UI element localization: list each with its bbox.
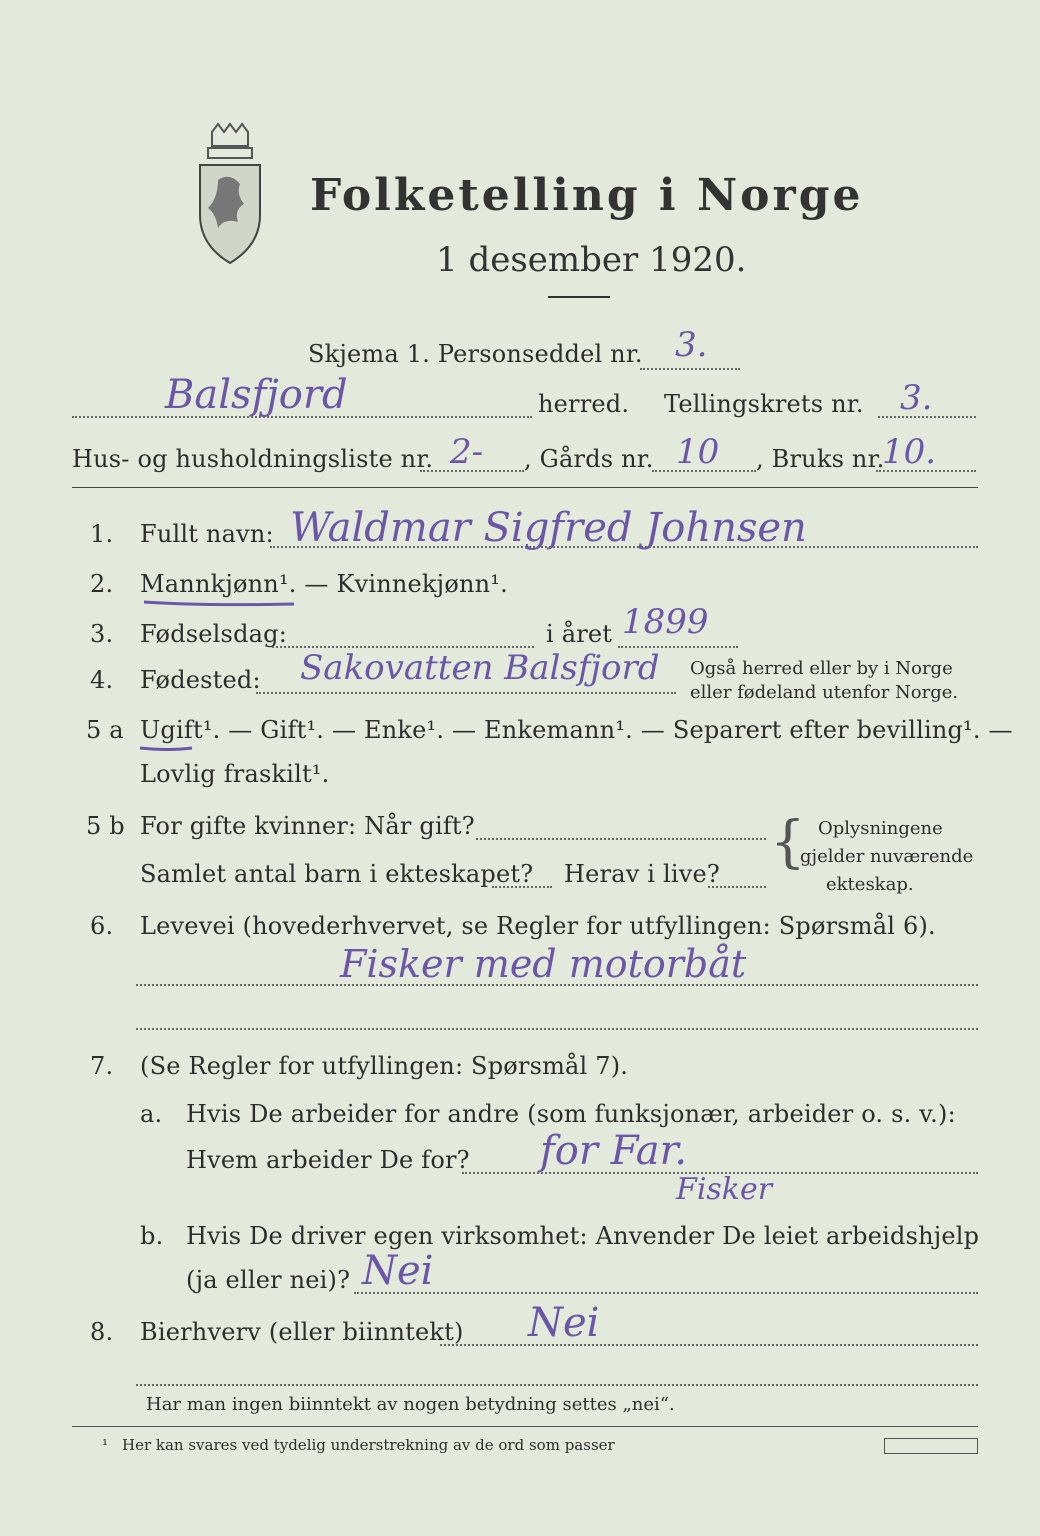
footnote: Her kan svares ved tydelig understrekning av de ord som passer xyxy=(122,1436,615,1454)
q7b-label: Hvis De driver egen virksomhet: Anvender De leiet arbeidshjelp xyxy=(186,1222,980,1250)
q7a-letter: a. xyxy=(140,1100,163,1128)
q6-label: Levevei (hovederhvervet, se Regler for utfyllingen: Spørsmål 6). xyxy=(140,912,936,940)
q8-number: 8. xyxy=(90,1318,114,1346)
schema-nr-answer: 3. xyxy=(675,325,708,365)
q4-label: Fødested: xyxy=(140,666,261,694)
divider xyxy=(548,296,610,298)
q8-label: Bierhverv (eller biinntekt) xyxy=(140,1318,464,1346)
bruks-answer: 10. xyxy=(882,432,937,472)
q5b-note-1: Oplysningene xyxy=(818,818,943,839)
q3-number: 3. xyxy=(90,620,114,648)
q1-answer: Waldmar Sigfred Johnsen xyxy=(290,505,807,551)
bruks-label: , Bruks nr. xyxy=(756,445,885,473)
q1-number: 1. xyxy=(90,520,114,548)
herred-label: herred. xyxy=(538,390,630,418)
footer-rule xyxy=(72,1426,978,1427)
tellingskrets-label: Tellingskrets nr. xyxy=(664,390,864,418)
ugift-underline xyxy=(138,742,198,754)
q3-label: Fødselsdag: xyxy=(140,620,287,648)
q7a-answer-2: Fisker xyxy=(676,1172,773,1207)
mannkjonn-underline xyxy=(140,596,300,610)
q3-year-label: i året xyxy=(546,620,613,648)
q5a-label: Ugift¹. — Gift¹. — Enke¹. — Enkemann¹. — Separert efter bevilling¹. — xyxy=(140,716,1013,744)
q5b-note-2: gjelder nuværende xyxy=(800,846,974,867)
q5b-number: 5 b xyxy=(86,812,125,840)
q5b-note-3: ekteskap. xyxy=(826,874,914,895)
q7a-label: Hvis De arbeider for andre (som funksjonær, arbeider o. s. v.): xyxy=(186,1100,956,1128)
q5a-label-2: Lovlig fraskilt¹. xyxy=(140,760,330,788)
q7b-answer: Nei xyxy=(362,1248,434,1294)
q7b-letter: b. xyxy=(140,1222,164,1250)
q7-label: (Se Regler for utfyllingen: Spørsmål 7). xyxy=(140,1052,629,1080)
q5a-number: 5 a xyxy=(86,716,124,744)
q7a-answer: for Far. xyxy=(540,1128,688,1174)
footnote-mark: ¹ xyxy=(102,1436,109,1454)
schema-label: Skjema 1. Personseddel nr. xyxy=(308,340,643,368)
q4-number: 4. xyxy=(90,666,114,694)
gards-answer: 10 xyxy=(676,432,720,472)
q2-number: 2. xyxy=(90,570,114,598)
tellingskrets-answer: 3. xyxy=(900,378,933,418)
herred-answer: Balsfjord xyxy=(165,372,348,418)
q5b-label-3: Herav i live? xyxy=(564,860,720,888)
q8-answer: Nei xyxy=(528,1300,600,1346)
header-rule xyxy=(72,487,978,488)
q5b-brace: { xyxy=(770,810,806,875)
printer-stamp xyxy=(884,1438,978,1454)
q7a-label-2: Hvem arbeider De for? xyxy=(186,1146,470,1174)
q4-note-1: Også herred eller by i Norge xyxy=(690,658,953,679)
census-date: 1 desember 1920. xyxy=(436,240,747,280)
q4-note-2: eller fødeland utenfor Norge. xyxy=(690,682,959,703)
q1-label: Fullt navn: xyxy=(140,520,274,548)
gards-label: , Gårds nr. xyxy=(524,445,654,473)
q7-number: 7. xyxy=(90,1052,114,1080)
q6-answer: Fisker med motorbåt xyxy=(340,942,747,986)
hus-label: Hus- og husholdningsliste nr. xyxy=(72,445,434,473)
form-title: Folketelling i Norge xyxy=(310,170,864,221)
coat-of-arms-icon xyxy=(190,120,270,270)
q5b-label-2: Samlet antal barn i ekteskapet? xyxy=(140,860,534,888)
q6-number: 6. xyxy=(90,912,114,940)
q5b-label: For gifte kvinner: Når gift? xyxy=(140,812,475,840)
q2-label: Mannkjønn¹. — Kvinnekjønn¹. xyxy=(140,570,508,598)
q4-answer: Sakovatten Balsfjord xyxy=(300,648,660,688)
q3-answer: 1899 xyxy=(622,602,709,642)
q7b-label-2: (ja eller nei)? xyxy=(186,1266,351,1294)
hus-answer: 2- xyxy=(450,432,484,472)
footer-note: Har man ingen biinntekt av nogen betydning settes „nei“. xyxy=(146,1394,675,1415)
